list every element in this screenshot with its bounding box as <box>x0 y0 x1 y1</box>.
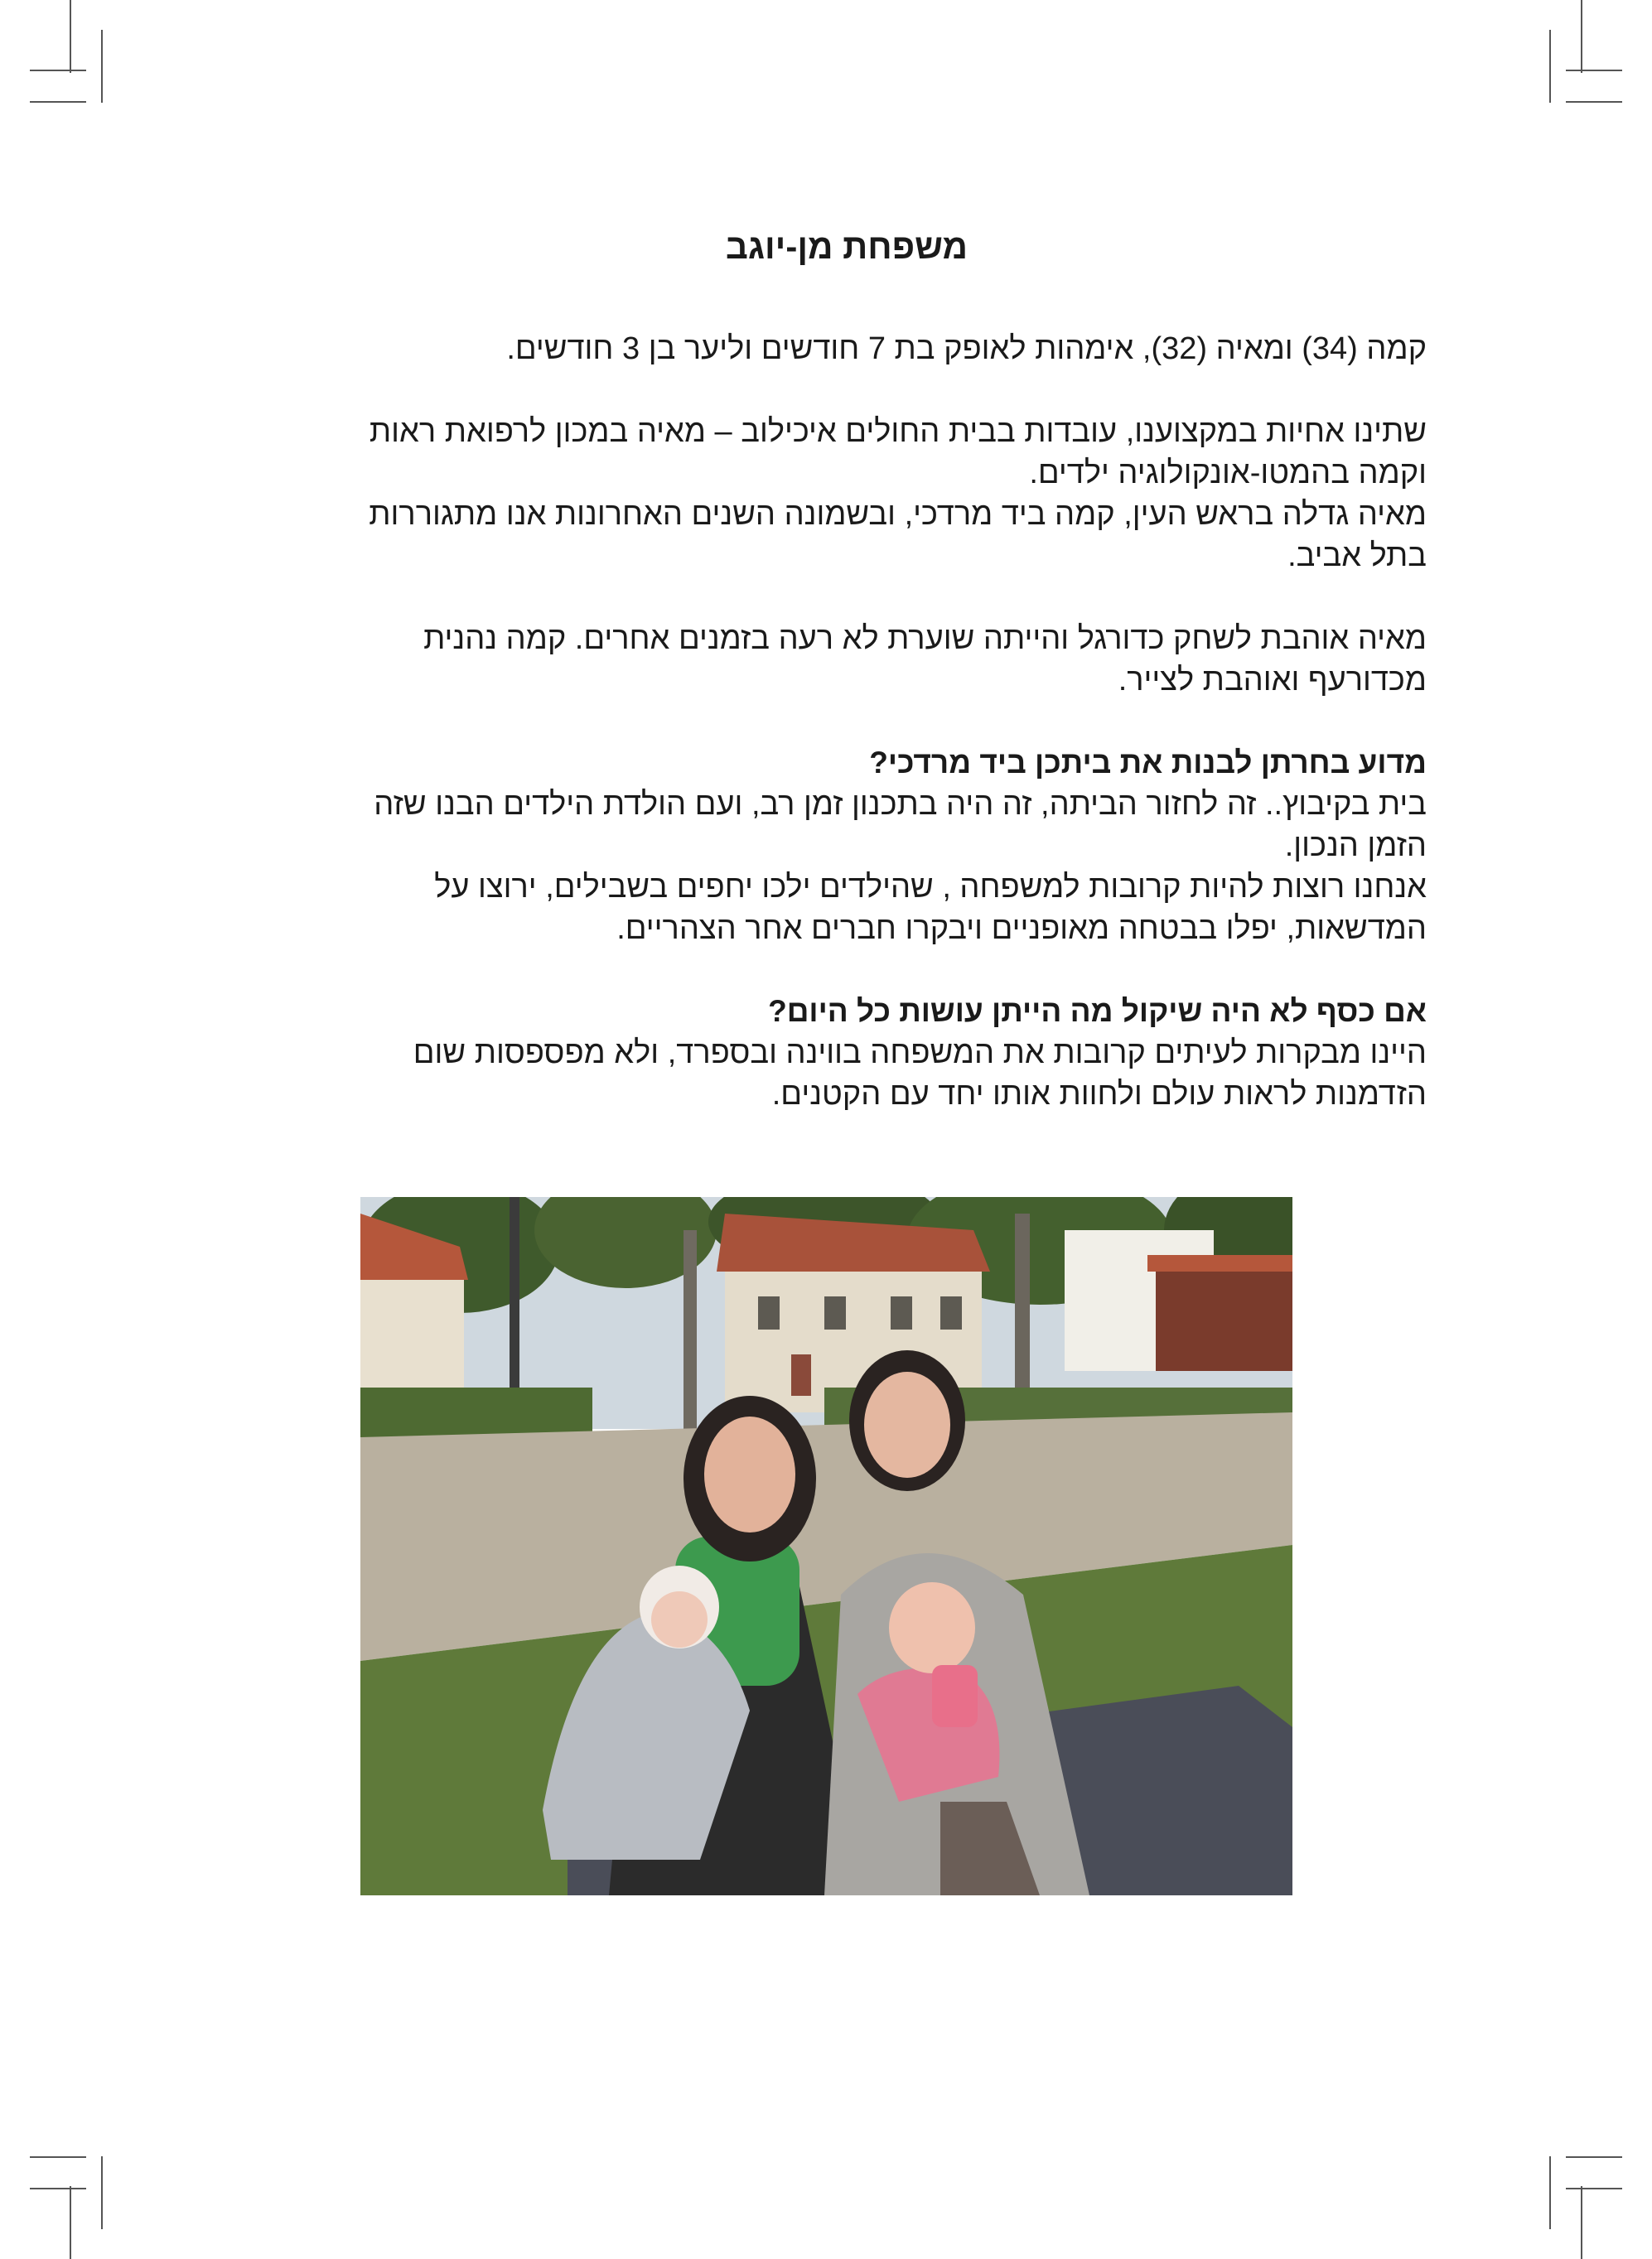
page-title: משפחת מן-יוגב <box>725 227 968 266</box>
family-photo <box>360 1197 1292 1895</box>
answer1-line2: הזמן הנכון. <box>1284 828 1427 863</box>
crop-mark-top-right-h <box>1566 70 1622 71</box>
paragraph1-line1: שתינו אחיות במקצוענו, עובדות בבית החולים איכילוב – מאיה במכון לרפואת ראות <box>369 414 1427 449</box>
crop-mark-top-left-v2 <box>101 30 103 103</box>
crop-mark-bottom-right-v2 <box>1549 2156 1551 2229</box>
crop-mark-top-left-v <box>70 0 71 73</box>
crop-mark-bottom-right-h <box>1566 2188 1622 2189</box>
answer2-line2: הזדמנות לראות עולם ולחוות אותו יחד עם הקטנים. <box>771 1077 1427 1112</box>
paragraph2-line2: מכדורעף ואוהבת לצייר. <box>1118 663 1427 697</box>
crop-mark-bottom-left-h <box>30 2188 86 2189</box>
answer2-line1: היינו מבקרות לעיתים קרובות את המשפחה בווינה ובספרד, ולא מפספסות שום <box>413 1035 1427 1070</box>
crop-mark-top-left-h <box>30 70 86 71</box>
crop-mark-bottom-left-v2 <box>101 2156 103 2229</box>
crop-mark-top-right-h2 <box>1566 101 1622 103</box>
crop-mark-bottom-left-v <box>70 2186 71 2259</box>
intro-line: קמה (34) ומאיה (32), אימהות לאופק בת 7 חודשים וליער בן 3 חודשים. <box>506 331 1427 366</box>
crop-mark-bottom-right-v <box>1581 2186 1582 2259</box>
paragraph2-line1: מאיה אוהבת לשחק כדורגל והייתה שוערת לא רעה בזמנים אחרים. קמה נהנית <box>423 621 1427 656</box>
paragraph1-line4: בתל אביב. <box>1287 538 1427 573</box>
question1-heading: מדוע בחרתן לבנות את ביתכן ביד מרדכי? <box>869 746 1427 780</box>
answer1-line3: אנחנו רוצות להיות קרובות למשפחה , שהילדים ילכו יחפים בשבילים, ירוצו על <box>434 870 1427 905</box>
question2-heading: אם כסף לא היה שיקול מה הייתן עושות כל היום? <box>768 994 1427 1028</box>
crop-mark-bottom-right-h2 <box>1566 2156 1622 2158</box>
answer1-line4: המדשאות, יפלו בבטחה מאופניים ויבקרו חברים אחר הצהריים. <box>616 911 1427 946</box>
answer1-line1: בית בקיבוץ.. זה לחזור הביתה, זה היה בתכנון זמן רב, ועם הולדת הילדים הבנו שזה <box>374 787 1427 822</box>
crop-mark-top-left-h2 <box>30 101 86 103</box>
crop-mark-bottom-left-h2 <box>30 2156 86 2158</box>
crop-mark-top-right-v2 <box>1549 30 1551 103</box>
paragraph1-line2: וקמה בהמטו-אונקולוגיה ילדים. <box>1029 456 1427 490</box>
paragraph1-line3: מאיה גדלה בראש העין, קמה ביד מרדכי, ובשמונה השנים האחרונות אנו מתגוררות <box>369 497 1427 532</box>
crop-mark-top-right-v <box>1581 0 1582 73</box>
